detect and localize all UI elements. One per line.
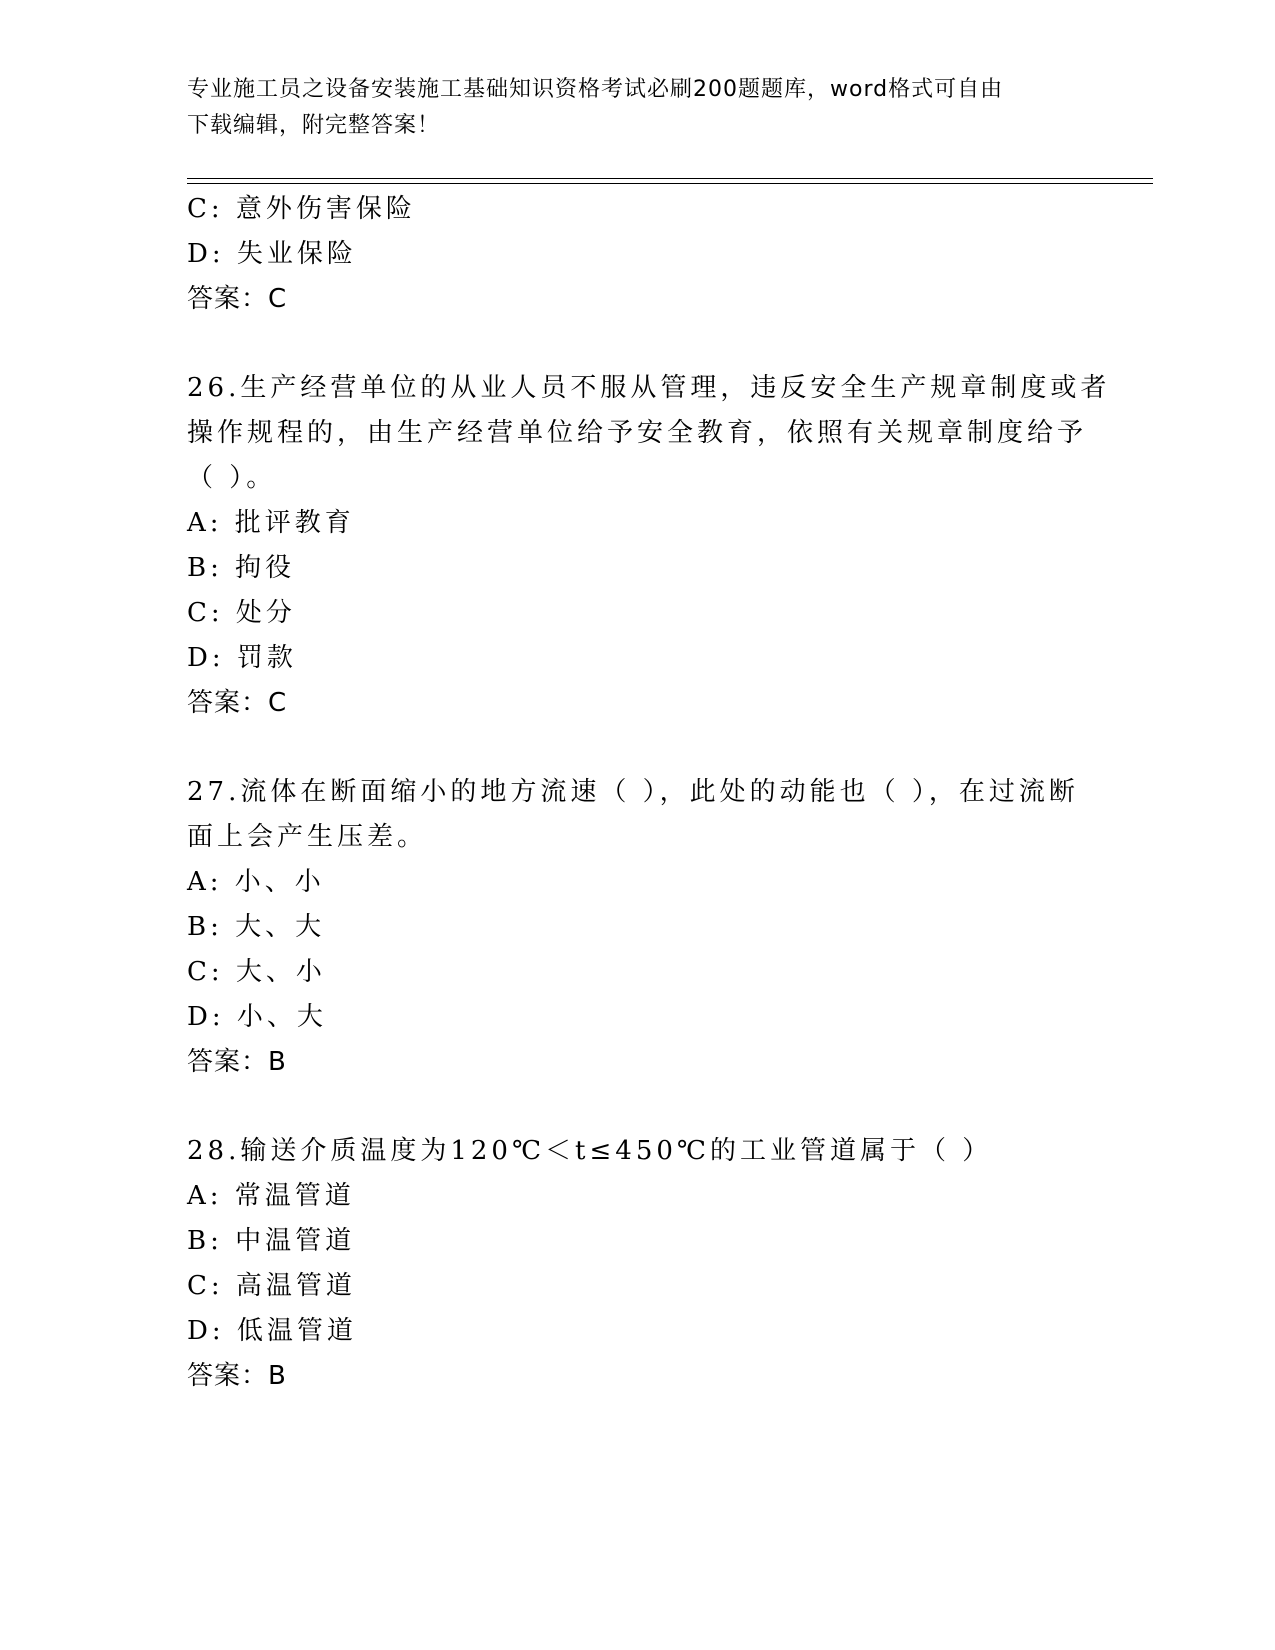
q27-option-d: D: 小、大 xyxy=(187,1002,327,1032)
q28-option-c: C: 高温管道 xyxy=(187,1271,356,1301)
q26-stem-line-3: （ ）。 xyxy=(187,463,277,493)
q26-answer: 答案：C xyxy=(187,688,288,718)
q26-stem-line-2: 操作规程的，由生产经营单位给予安全教育，依照有关规章制度给予 xyxy=(187,418,1088,448)
document-header xyxy=(187,72,1067,144)
q27-stem-line-1: 27.流体在断面缩小的地方流速（ ），此处的动能也（ ），在过流断 xyxy=(187,777,1079,807)
q28-option-a: A: 常温管道 xyxy=(187,1181,355,1211)
q26-option-c: C: 处分 xyxy=(187,598,296,628)
header-divider xyxy=(187,178,1153,184)
q25-answer: 答案：C xyxy=(187,284,288,314)
header-title-line-2: 下载编辑，附完整答案！ xyxy=(187,113,441,138)
q27-option-a: A: 小、小 xyxy=(187,867,325,897)
q27-stem-line-2: 面上会产生压差。 xyxy=(187,822,428,852)
q28-option-d: D: 低温管道 xyxy=(187,1316,357,1346)
q26-option-b: B: 拘役 xyxy=(187,553,296,583)
q26-option-a: A: 批评教育 xyxy=(187,508,355,538)
q27-option-b: B: 大、大 xyxy=(187,912,326,942)
q25-option-c: C: 意外伤害保险 xyxy=(187,194,416,224)
q28-option-b: B: 中温管道 xyxy=(187,1226,356,1256)
q27-answer: 答案：B xyxy=(187,1047,287,1077)
q28-answer: 答案：B xyxy=(187,1361,287,1391)
q25-option-d: D: 失业保险 xyxy=(187,239,357,269)
q26-stem-line-1: 26.生产经营单位的从业人员不服从管理，违反安全生产规章制度或者 xyxy=(187,373,1111,403)
q26-option-d: D: 罚款 xyxy=(187,643,297,673)
q28-stem-line-1: 28.输送介质温度为120℃＜t≤450℃的工业管道属于（ ） xyxy=(187,1136,993,1166)
header-title-line-1: 专业施工员之设备安装施工基础知识资格考试必刷200题题库，word格式可自由 xyxy=(187,77,1004,102)
q27-option-c: C: 大、小 xyxy=(187,957,326,987)
